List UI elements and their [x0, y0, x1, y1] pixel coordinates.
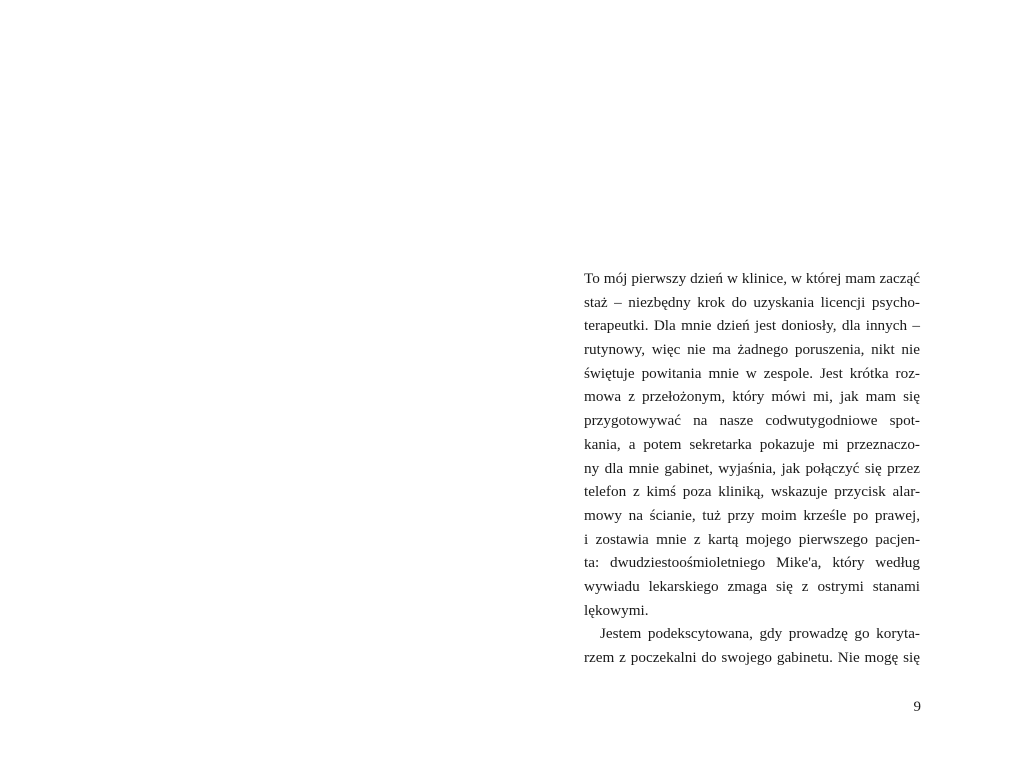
body-text — [584, 267, 920, 670]
text-line: wywiadu lekarskiego zmaga się z ostrymi stanami — [584, 577, 920, 595]
page-number: 9 — [913, 699, 921, 715]
text-line: rzem z poczekalni do swojego gabinetu. Nie mogę się — [584, 649, 920, 666]
text-line: telefon z kimś poza kliniką, wskazuje przycisk alar- — [584, 483, 920, 501]
text-line: rutynowy, więc nie ma żadnego poruszenia, nikt nie — [584, 341, 920, 359]
text-line: To mój pierwszy dzień w klinice, w której mam zacząć — [584, 270, 920, 287]
text-line: mowa z przełożonym, który mówi mi, jak mam się — [584, 388, 920, 406]
text-line: świętuje powitania mnie w zespole. Jest krótka roz- — [584, 364, 920, 382]
text-line: ny dla mnie gabinet, wyjaśnia, jak połączyć się przez — [584, 459, 920, 477]
text-line: mowy na ścianie, tuż przy moim krześle po prawej, — [584, 506, 920, 524]
text-line: i zostawia mnie z kartą mojego pierwszego pacjen- — [584, 530, 920, 548]
text-line: staż – niezbędny krok do uzyskania licencji psycho- — [584, 293, 920, 311]
text-line: ta: dwudziestoośmioletniego Mike'a, który według — [584, 554, 920, 572]
paragraph-end-line: lękowymi. — [584, 601, 649, 619]
text-line: kania, a potem sekretarka pokazuje mi przeznaczo- — [584, 435, 920, 453]
paragraph-start-line: Jestem podekscytowana, gdy prowadzę go koryta- — [600, 625, 920, 643]
text-line: przygotowywać na nasze codwutygodniowe spot- — [584, 412, 920, 430]
text-line: terapeutki. Dla mnie dzień jest doniosły, dla innych – — [584, 317, 920, 335]
